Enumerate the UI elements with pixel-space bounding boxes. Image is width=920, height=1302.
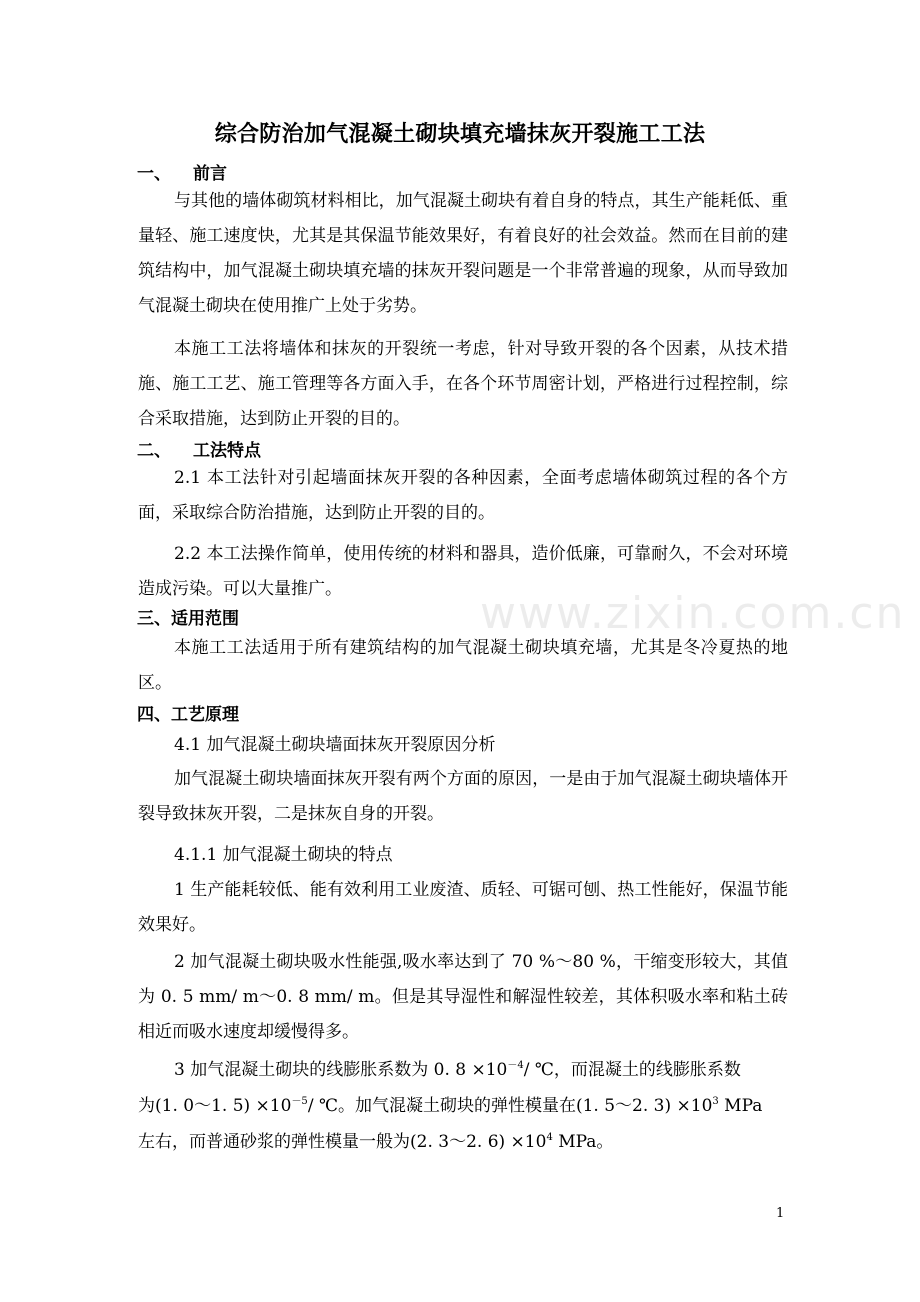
- section-number: 二、: [137, 441, 171, 461]
- paragraph-intro-1: 与其他的墙体砌筑材料相比，加气混凝土砌块有着自身的特点，其生产能耗低、重量轻、施工速度快，尤其是其保温节能效果好，有着良好的社会效益。然而在目前的建筑结构中，加气混凝土砌块填充墙的抹灰开裂问题是一个非常普遍的现象，从而导致加气混凝土砌块在使用推广上处于劣势。: [138, 191, 788, 316]
- section-title: 前言: [193, 164, 227, 184]
- paragraph-feature-item-3-line-3: 左右，而普通砂浆的弹性模量一般为(2. 3～2. $6) \times 10^4$ MPa。: [138, 1132, 614, 1152]
- paragraph-cause-analysis: 加气混凝土砌块墙面抹灰开裂有两个方面的原因，一是由于加气混凝土砌块墙体开裂导致抹灰开裂，二是抹灰自身的开裂。: [138, 769, 788, 824]
- paragraph-scope: 本施工工法适用于所有建筑结构的加气混凝土砌块填充墙，尤其是冬冷夏热的地区。: [138, 638, 788, 693]
- paragraph-feature-item-1: 1 生产能耗较低、能有效利用工业废渣、质轻、可锯可刨、热工性能好，保温节能效果好。: [138, 880, 788, 935]
- paragraph-feature-2-1: 2.1 本工法针对引起墙面抹灰开裂的各种因素，全面考虑墙体砌筑过程的各个方面，采取综合防治措施，达到防止开裂的目的。: [138, 468, 788, 523]
- subsection-4-1: 4.1 加气混凝土砌块墙面抹灰开裂原因分析: [174, 735, 496, 755]
- paragraph-intro-2: 本施工工法将墙体和抹灰的开裂统一考虑，针对导致开裂的各个因素，从技术措施、施工工艺、施工管理等各方面入手，在各个环节周密计划，严格进行过程控制，综合采取措施，达到防止开裂的目的。: [138, 339, 788, 429]
- section-heading-3: 三、适用范围: [137, 609, 239, 629]
- section-title: 工法特点: [193, 441, 261, 461]
- watermark: www.zixin.com.cn: [480, 588, 906, 639]
- section-number: 一、: [137, 164, 171, 184]
- section-heading-4: 四、工艺原理: [137, 705, 239, 725]
- paragraph-feature-2-2: 2.2 本工法操作简单，使用传统的材料和器具，造价低廉，可靠耐久，不会对环境造成污染。可以大量推广。: [138, 544, 788, 599]
- document-title: 综合防治加气混凝土砌块填充墙抹灰开裂施工工法: [214, 122, 706, 147]
- page-number: 1: [776, 1206, 785, 1221]
- subsection-4-1-1: 4.1.1 加气混凝土砌块的特点: [174, 845, 393, 865]
- paragraph-feature-item-3-line-1: 3 加气混凝土砌块的线膨胀系数为 0. $8 \times 10^{-4}/$ ℃，而混凝土的线膨胀系数: [174, 1060, 741, 1080]
- paragraph-feature-item-3-line-2: 为(1. 0～1. $5) \times 10^{-5}/$ ℃。加气混凝土砌块的弹性模量在(1. 5～2. $3) \times 10^3$ MPa: [138, 1096, 763, 1116]
- paragraph-feature-item-2: 2 加气混凝土砌块吸水性能强,吸水率达到了 70 %～80 %，干缩变形较大，其值为 0. 5 mm/ m～0. 8 mm/ m。但是其导湿性和解湿性较差，其体积吸水率和粘土砖相近而吸水速度却缓慢得多。: [138, 952, 788, 1042]
